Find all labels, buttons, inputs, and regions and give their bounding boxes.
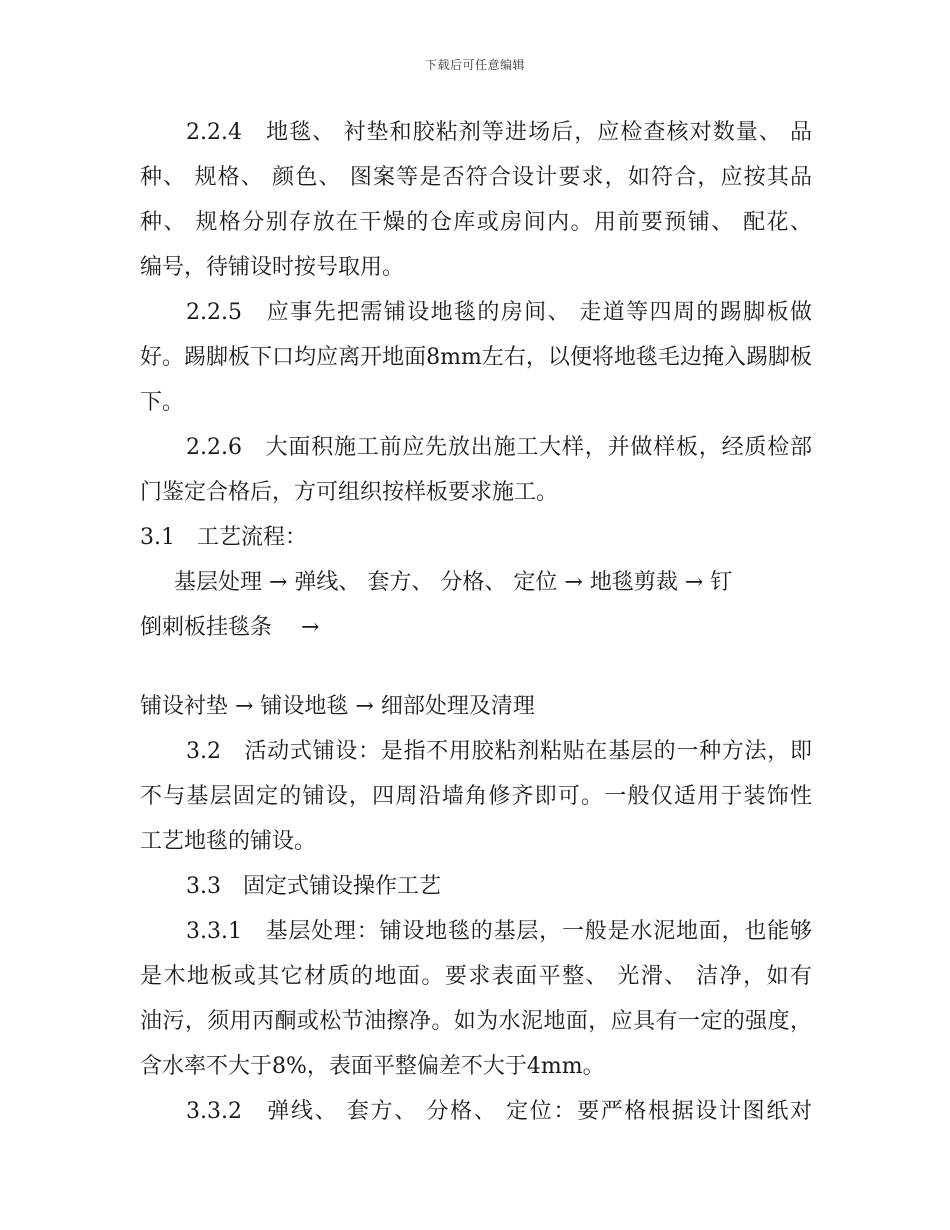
process-flow-line-3: 铺设衬垫 → 铺设地毯 → 细部处理及清理	[140, 694, 535, 719]
paragraph-2-2-4-line-1: 2.2.4 地毯、 衬垫和胶粘剂等进场后，应检查核对数量、 品	[186, 120, 812, 145]
process-flow-line-2: 倒刺板挂毯条 →	[140, 615, 320, 640]
paragraph-3-2-line-2: 不与基层固定的铺设，四周沿墙角修齐即可。一般仅适用于装饰性	[140, 784, 812, 809]
paragraph-2-2-4-line-4: 编号，待铺设时按号取用。	[140, 255, 405, 280]
paragraph-3-3-1-line-1: 3.3.1 基层处理：铺设地毯的基层，一般是水泥地面，也能够	[186, 919, 812, 944]
paragraph-3-3-1-line-2: 是木地板或其它材质的地面。要求表面平整、 光滑、 洁净，如有	[140, 964, 812, 989]
paragraph-2-2-4-line-2: 种、 规格、 颜色、 图案等是否符合设计要求，如符合，应按其品	[140, 165, 812, 190]
paragraph-3-3-2-line-1: 3.3.2 弹线、 套方、 分格、 定位：要严格根据设计图纸对	[186, 1099, 812, 1124]
process-flow-line-1: 基层处理 → 弹线、 套方、 分格、 定位 → 地毯剪裁 → 钉	[174, 570, 733, 595]
section-3-3-heading: 3.3 固定式铺设操作工艺	[186, 874, 441, 899]
paragraph-2-2-6-line-2: 门鉴定合格后，方可组织按样板要求施工。	[140, 480, 559, 505]
page-header: 下载后可任意编辑	[424, 58, 525, 72]
document-body	[140, 110, 812, 1134]
paragraph-2-2-6-line-1: 2.2.6 大面积施工前应先放出施工大样，并做样板，经质检部	[186, 435, 812, 460]
blank-gap	[140, 650, 812, 684]
paragraph-2-2-5-line-2: 好。踢脚板下口均应离开地面8mm左右，以便将地毯毛边掩入踢脚板	[140, 345, 812, 370]
paragraph-3-2-line-1: 3.2 活动式铺设：是指不用胶粘剂粘贴在基层的一种方法，即	[186, 739, 812, 764]
paragraph-3-3-1-line-4: 含水率不大于8%，表面平整偏差不大于4mm。	[140, 1054, 605, 1079]
section-3-1-heading: 3.1 工艺流程：	[140, 525, 307, 550]
paragraph-2-2-5-line-1: 2.2.5 应事先把需铺设地毯的房间、 走道等四周的踢脚板做	[186, 300, 812, 325]
paragraph-2-2-5-line-3: 下。	[140, 390, 185, 415]
paragraph-3-2-line-3: 工艺地毯的铺设。	[140, 829, 317, 854]
paragraph-2-2-4-line-3: 种、 规格分别存放在干燥的仓库或房间内。用前要预铺、 配花、	[140, 210, 812, 235]
paragraph-3-3-1-line-3: 油污，须用丙酮或松节油擦净。如为水泥地面，应具有一定的强度，	[140, 1009, 812, 1034]
